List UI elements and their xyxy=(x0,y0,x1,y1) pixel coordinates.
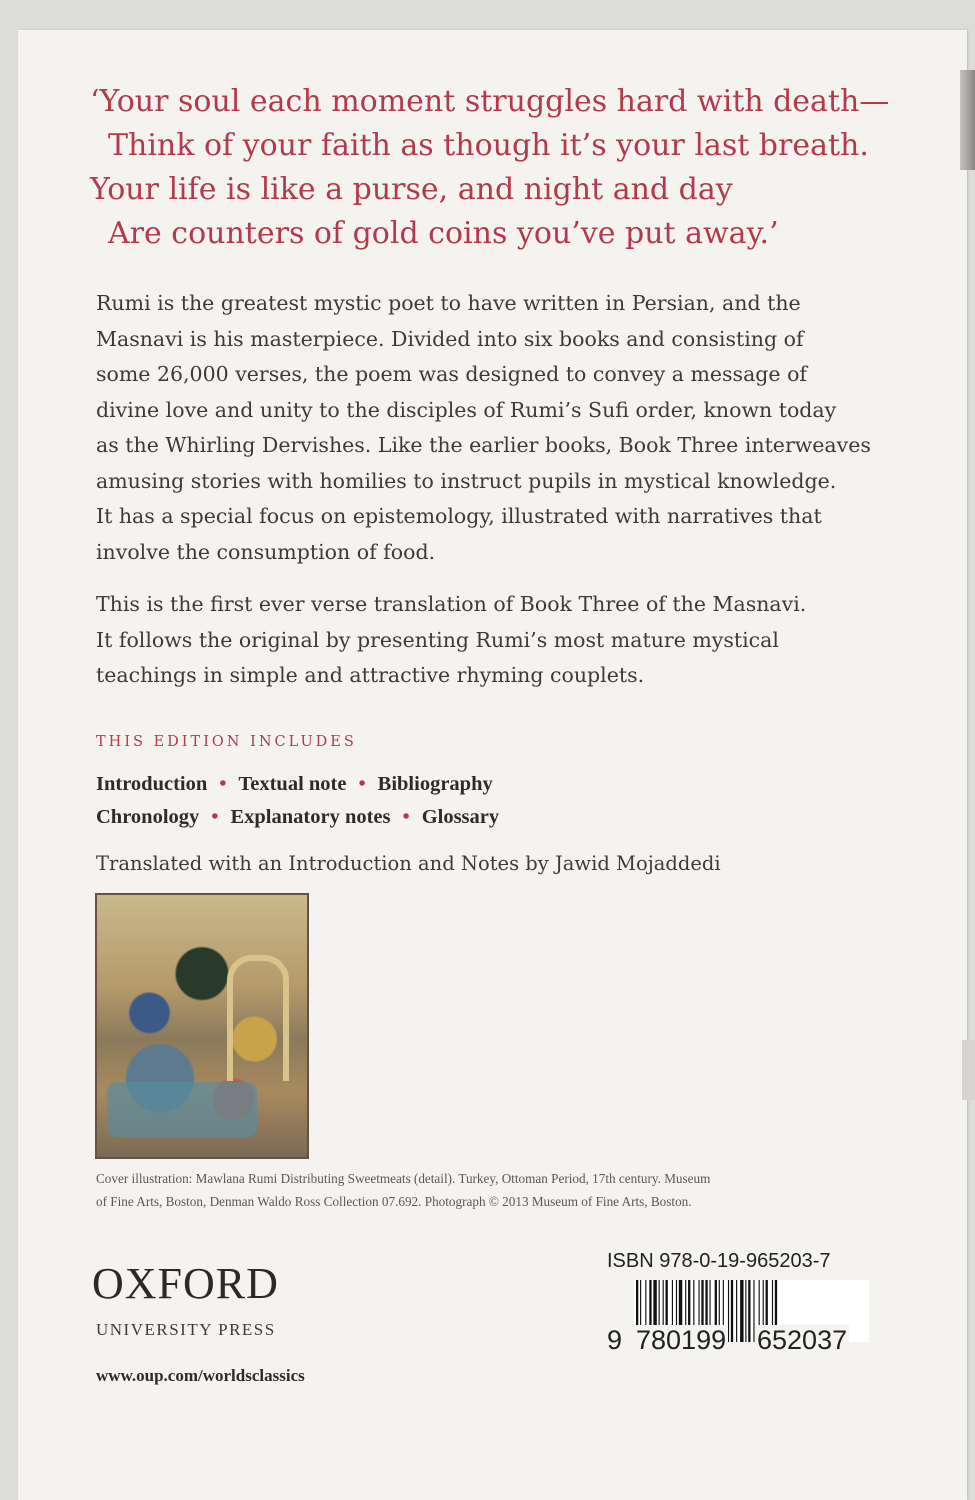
bullet-icon: • xyxy=(211,806,219,828)
illustration-pool xyxy=(107,1082,257,1137)
epigraph-quote xyxy=(90,80,890,256)
caption-line: Cover illustration: Mawlana Rumi Distributing Sweetmeats (detail). Turkey, Ottoman Period, 17th century. Museum xyxy=(96,1171,711,1186)
description-paragraph-1 xyxy=(96,286,896,570)
description-line: Rumi is the greatest mystic poet to have written in Persian, and the xyxy=(96,291,801,315)
edition-item: Glossary xyxy=(421,806,500,828)
edition-row xyxy=(96,801,499,834)
barcode-digit-first: 9 xyxy=(607,1325,623,1355)
barcode-bar xyxy=(740,1280,743,1342)
edition-item: Explanatory notes xyxy=(230,806,391,828)
barcode-bar xyxy=(731,1280,733,1342)
translator-credit: Translated with an Introduction and Notes by Jawid Mojaddedi xyxy=(96,852,721,875)
edition-item: Introduction xyxy=(96,773,208,795)
publisher-url: www.oup.com/worldsclassics xyxy=(96,1366,305,1385)
illustration-caption xyxy=(96,1167,876,1213)
caption-line: of Fine Arts, Boston, Denman Waldo Ross Collection 07.692. Photograph © 2013 Museum of Fine Arts, Boston. xyxy=(96,1194,692,1209)
isbn-label: ISBN 978-0-19-965203-7 xyxy=(607,1250,831,1272)
description-line: teachings in simple and attractive rhyming couplets. xyxy=(96,663,645,687)
description-line: amusing stories with homilies to instruct pupils in mystical knowledge. xyxy=(96,468,837,493)
quote-line: Your life is like a purse, and night and day xyxy=(90,172,733,207)
book-edge-lower xyxy=(962,1040,975,1100)
book-edge xyxy=(960,70,975,170)
quote-line: Think of your faith as though it’s your last breath. xyxy=(108,128,869,163)
barcode-bar xyxy=(728,1280,729,1342)
publisher-logo: OXFORD xyxy=(92,1259,279,1308)
illustration-arch xyxy=(227,955,289,1081)
barcode-bar xyxy=(736,1280,737,1342)
quote-line: ‘Your soul each moment struggles hard with death— xyxy=(90,84,890,119)
barcode-bar xyxy=(745,1280,746,1342)
description-line: This is the first ever verse translation of Book Three of the Masnavi. xyxy=(96,592,807,616)
description-line: divine love and unity to the disciples of Rumi’s Sufi order, known today xyxy=(96,397,837,422)
quote-line: Are counters of gold coins you’ve put away.’ xyxy=(108,216,779,251)
barcode-group-left: 780199 xyxy=(636,1325,727,1355)
description-paragraph-2 xyxy=(96,587,896,694)
edition-item: Chronology xyxy=(96,806,200,828)
description-line: Masnavi is his masterpiece. Divided into six books and consisting of xyxy=(96,326,804,351)
description-line: some 26,000 verses, the poem was designed to convey a message of xyxy=(96,362,807,386)
barcode-bar xyxy=(748,1280,750,1342)
cover-illustration xyxy=(95,893,309,1159)
description-line: It follows the original by presenting Rumi’s most mature mystical xyxy=(96,627,779,652)
edition-contents xyxy=(96,768,499,834)
bullet-icon: • xyxy=(358,773,366,795)
barcode-group-right: 652037 xyxy=(757,1325,848,1355)
edition-heading: THIS EDITION INCLUDES xyxy=(96,734,357,750)
description-line: as the Whirling Dervishes. Like the earlier books, Book Three interweaves xyxy=(96,433,871,457)
description-line: involve the consumption of food. xyxy=(96,539,436,564)
edition-row xyxy=(96,768,499,801)
publisher-press: UNIVERSITY PRESS xyxy=(96,1320,276,1339)
description-line: It has a special focus on epistemology, illustrated with narratives that xyxy=(96,504,822,528)
bullet-icon: • xyxy=(402,806,410,828)
bullet-icon: • xyxy=(219,773,227,795)
edition-item: Bibliography xyxy=(377,773,493,795)
book-description xyxy=(96,286,896,694)
edition-item: Textual note xyxy=(238,773,347,795)
